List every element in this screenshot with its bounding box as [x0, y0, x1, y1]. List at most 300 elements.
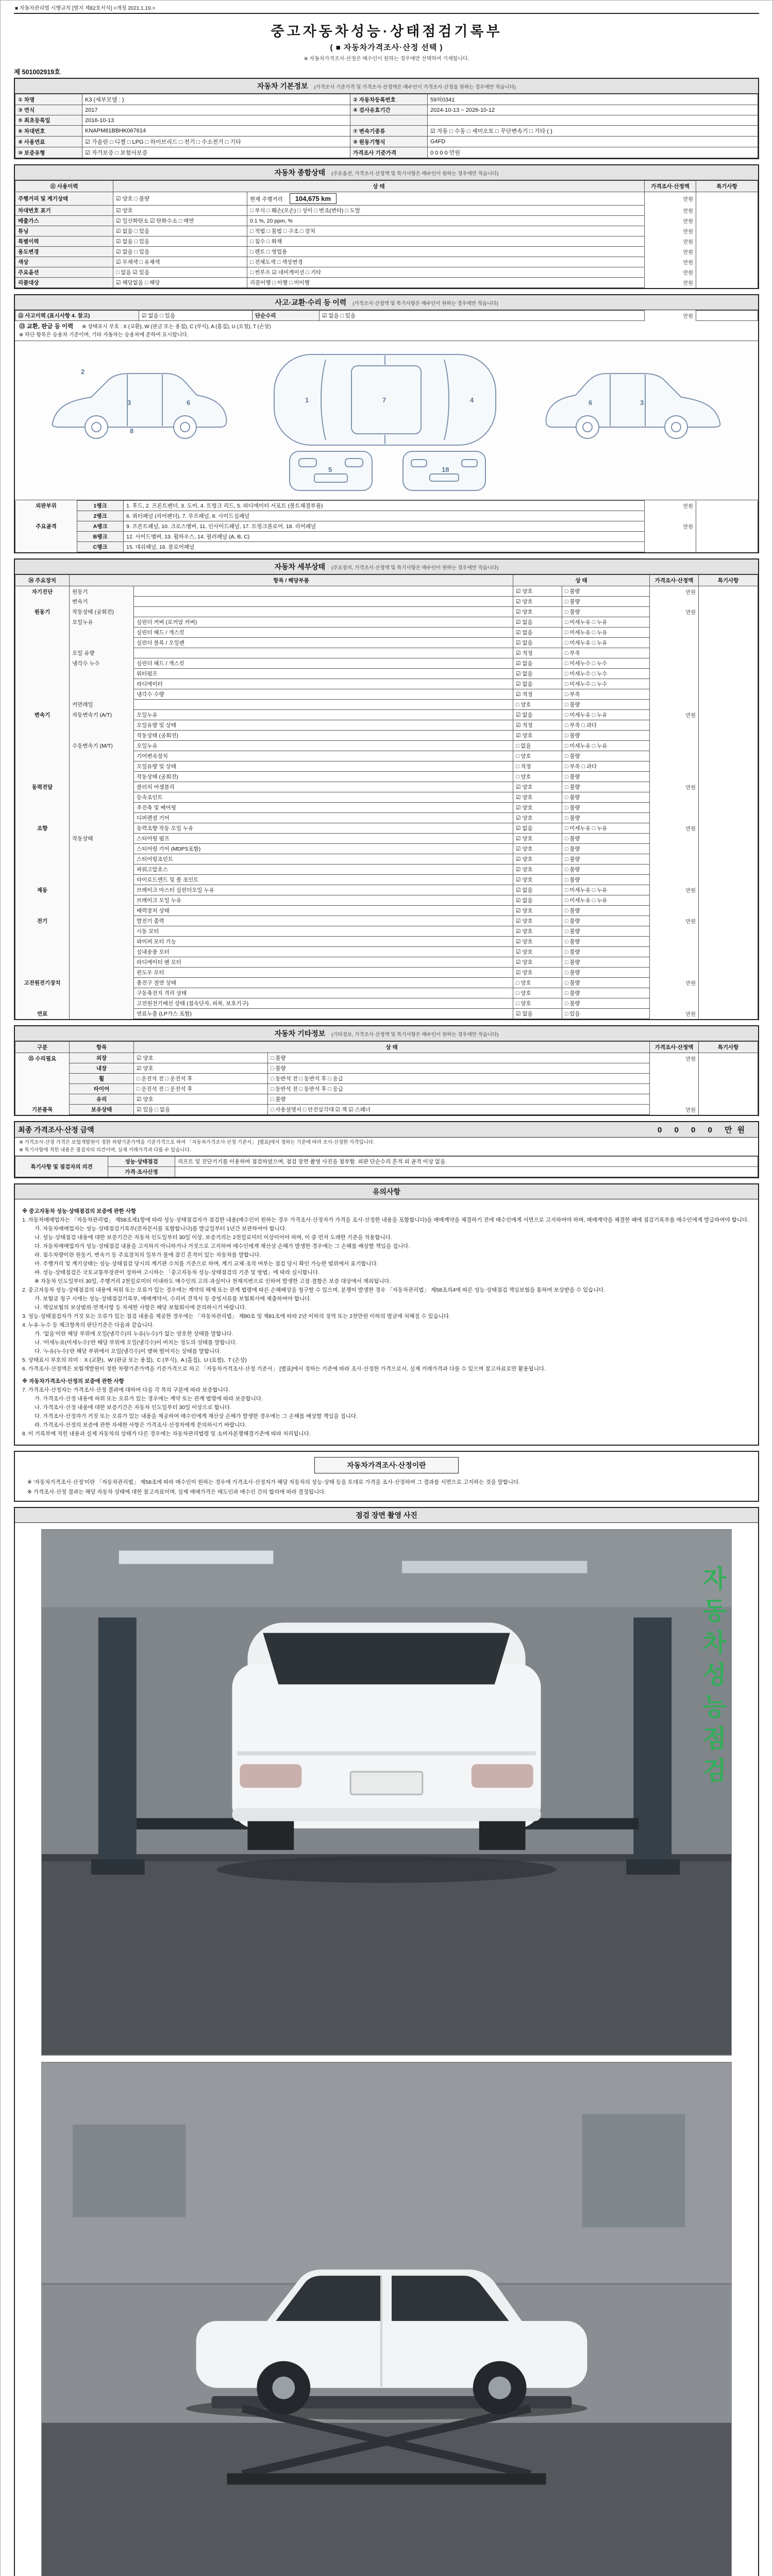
panel-rank: B랭크 [77, 532, 124, 542]
detail-state-row [15, 978, 758, 988]
checkbox-group[interactable]: ☑ 양호 [513, 844, 562, 854]
remarks-cell [699, 1074, 758, 1084]
checkbox-group[interactable]: □ 불량 [562, 751, 650, 761]
remarks-cell [696, 247, 758, 257]
remarks-cell [696, 226, 758, 236]
checkbox-group[interactable]: □ 부족 [562, 648, 650, 658]
final-price-amount: 0 0 0 0 만원 [657, 1126, 750, 1135]
remarks-cell [699, 1063, 758, 1074]
device-group [15, 628, 70, 638]
checkbox-group[interactable]: 0.1 %, 20 ppm, % [247, 216, 645, 226]
etc-category [15, 1094, 70, 1105]
price-cell [650, 957, 699, 968]
checkbox-group[interactable]: ☑ 양호 [513, 865, 562, 875]
checkbox-group[interactable]: □ 불량 [268, 1063, 650, 1074]
checkbox-group[interactable]: □ 양호 [513, 772, 562, 782]
device-subgroup: 작동상태 [70, 834, 134, 844]
device-item: 실린더 헤드 / 개스킷 [134, 628, 513, 638]
etc-info-row [15, 1074, 758, 1084]
detail-state-row [15, 761, 758, 772]
checkbox-group[interactable]: ☑ 없음 [513, 710, 562, 720]
field-label: ⑧ 사용연료 [15, 137, 82, 147]
detail-state-row [15, 720, 758, 731]
accident-top-table [15, 310, 758, 321]
checkbox-group[interactable]: □ 있음 [562, 1009, 650, 1019]
checkbox-group[interactable]: □ 미세누유 □ 누유 [562, 710, 650, 720]
checkbox-group[interactable]: □ 없음 ☑ 있음 [113, 267, 247, 278]
checkbox-group[interactable]: □ 미세누유 □ 누유 [562, 638, 650, 648]
remarks-cell [696, 206, 758, 216]
remarks-cell [699, 597, 758, 607]
device-group [15, 689, 70, 700]
checkbox-group[interactable]: ☑ 양호 [513, 834, 562, 844]
device-subgroup [70, 689, 134, 700]
price-cell [645, 532, 696, 542]
panel-parts: 6. 쿼터패널 (리어펜더), 7. 루프패널, 8. 사이드실패널 [124, 511, 645, 521]
section-basic-note: (가격조사 기준가격 및 가격조사·산정액은 매수인이 가격조사·산정을 원하는 경우에만 적습니다) [314, 84, 516, 90]
row-label: 주행거리 및 계기상태 [15, 192, 113, 206]
section-overall-band [15, 165, 758, 180]
col-state: 상 태 [513, 575, 650, 586]
checkbox-group[interactable]: ☑ 양호 [513, 586, 562, 597]
panel-rank: C랭크 [77, 542, 124, 552]
panel-rank: 1랭크 [77, 501, 124, 511]
checkbox-group[interactable]: ☑ 없음 [513, 617, 562, 628]
device-item: 오일누유 [134, 710, 513, 720]
section-accident-history [14, 294, 759, 553]
checkbox-group[interactable]: ☑ 양호 [513, 947, 562, 957]
detail-state-row [15, 679, 758, 689]
remarks-cell [696, 267, 758, 278]
basic-info-row [15, 94, 758, 105]
checkbox-group[interactable]: ☑ 없음 □ 있음 [113, 247, 247, 257]
checkbox-group[interactable]: □ 양호 [513, 998, 562, 1009]
notice-line: 다. 자동차매매업자가 성능·상태점검 내용을 고지하지 아니하거나 거짓으로 고지하여 매수인에게 재산상 손해가 발생한 경우에는 그 손해를 배상할 책임을 집니다. [35, 1243, 410, 1249]
field-label: ⑥ 차대번호 [15, 126, 82, 137]
checkbox-group[interactable]: □ 불량 [562, 586, 650, 597]
checkbox-group[interactable]: □ 불량 [562, 803, 650, 813]
checkbox-group[interactable]: □ 침수 □ 화재 [247, 236, 645, 247]
remarks-cell [699, 1105, 758, 1115]
checkbox-group[interactable]: ☑ 양호 [513, 957, 562, 968]
definition-title: 자동차가격조사·산정이란 [314, 1457, 459, 1473]
price-cell: 만원 [645, 267, 696, 278]
etc-item: 유리 [70, 1094, 134, 1105]
checkbox-group[interactable]: ☑ 없음 [513, 669, 562, 679]
price-cell: 만원 [650, 1105, 699, 1115]
price-cell [650, 947, 699, 957]
checkbox-group[interactable]: □ 사용설명서 □ 안전삼각대 ☑ 잭 ☑ 스패너 [268, 1105, 650, 1115]
checkbox-group[interactable]: □ 전체도색 □ 색상변경 [247, 257, 645, 267]
checkbox-group[interactable]: □ 불량 [562, 937, 650, 947]
panel-rank: A랭크 [77, 521, 124, 532]
checkbox-group[interactable]: □ 불량 [562, 834, 650, 844]
checkbox-group[interactable]: ☑ 없음 [513, 638, 562, 648]
checkbox-group[interactable]: □ 운전석 전 □ 운전석 후 [134, 1074, 268, 1084]
device-group [15, 803, 70, 813]
etc-info-row [15, 1084, 758, 1094]
checkbox-group[interactable]: ☑ 양호 [134, 1053, 268, 1063]
damage-legend-note: ※ 하단 항목은 승용차 기준이며, 기타 자동차는 승용차에 준하여 표시합니다. [19, 332, 189, 338]
field-label: ④ 검사유효기간 [350, 105, 428, 115]
checkbox-group[interactable]: □ 불량 [562, 865, 650, 875]
checkbox-group[interactable]: ☑ 양호 [513, 906, 562, 916]
device-item: 스티어링 기어 (MDPS포함) [134, 844, 513, 854]
device-item: 등속조인트 [134, 792, 513, 803]
final-note-2: ※ 특기사항에 적힌 내용은 점검자의 의견이며, 실제 거래가격과 다를 수 있습니다. [19, 1147, 191, 1153]
field-value: KNAPM81BBHK067614 [82, 126, 350, 137]
device-subgroup [70, 978, 134, 988]
checkbox-group[interactable]: ☑ 양호 [513, 926, 562, 937]
overall-state-table [15, 180, 758, 288]
checkbox-group[interactable]: □ 불량 [562, 916, 650, 926]
checkbox-group[interactable]: ☑ 양호 [513, 782, 562, 792]
device-item: 배력장치 상태 [134, 906, 513, 916]
remarks-cell [699, 720, 758, 731]
photos-band [15, 1508, 758, 1523]
checkbox-group[interactable]: □ 미세누유 □ 누유 [562, 617, 650, 628]
checkbox-group[interactable]: □ 양호 [513, 978, 562, 988]
remarks-cell [699, 854, 758, 865]
device-item [134, 597, 513, 607]
detail-state-row [15, 648, 758, 658]
notice-line: 다. 가격조사·산정자가 거짓 또는 오류가 있는 내용을 제공하여 매수인에게 재산상 손해가 발생한 경우에는 그 손해를 배상할 책임을 집니다. [35, 1413, 358, 1419]
svg-text:6: 6 [187, 399, 191, 407]
checkbox-group[interactable]: □ 양호 [513, 700, 562, 710]
col-item: 항목 [70, 1042, 134, 1053]
checkbox-group[interactable]: □ 불량 [562, 731, 650, 741]
checkbox-group[interactable]: 리콜이행 □ 이행 □ 미이행 [247, 278, 645, 288]
device-item: 실린더 헤드 / 개스킷 [134, 658, 513, 669]
checkbox-group[interactable]: □ 불량 [562, 968, 650, 978]
col-price: 가격조사·산정액 [650, 575, 699, 586]
overall-state-row [15, 267, 758, 278]
price-cell: 만원 [650, 607, 699, 617]
checkbox-group[interactable]: □ 불량 [562, 998, 650, 1009]
checkbox-group[interactable]: □ 불량 [268, 1053, 650, 1063]
detail-state-row [15, 926, 758, 937]
remarks-cell [699, 937, 758, 947]
checkbox-group[interactable]: ☑ 양호 [134, 1094, 268, 1105]
price-cell [650, 731, 699, 741]
checkbox-group[interactable]: □ 부족 [562, 689, 650, 700]
field-value [428, 115, 758, 126]
device-subgroup [70, 751, 134, 761]
svg-text:6: 6 [589, 399, 593, 407]
inspection-photo-2 [41, 2062, 732, 2576]
remarks-cell [699, 792, 758, 803]
notice-line: 가. 자동차매매업자는 성능·상태점검기록부(전자문서를 포함합니다)를 발급일부터 1년간 보관하여야 합니다. [35, 1225, 287, 1232]
device-group [15, 638, 70, 648]
field-label: ③ 연식 [15, 105, 82, 115]
remarks-cell [699, 1084, 758, 1094]
checkbox-group[interactable]: □ 불량 [562, 978, 650, 988]
checkbox-group[interactable]: □ 불량 [562, 782, 650, 792]
remarks-cell [696, 511, 758, 521]
checkbox-group[interactable]: ☑ 양호 [513, 813, 562, 823]
checkbox-group[interactable]: □ 미세누유 □ 누유 [562, 628, 650, 638]
field-value: 0 0 0 0 만원 [428, 147, 758, 158]
device-subgroup: 커먼레일 [70, 700, 134, 710]
checkbox-group[interactable]: □ 동반석 전 □ 동반석 후 □ 응급 [268, 1084, 650, 1094]
remarks-cell [699, 772, 758, 782]
remarks-cell [699, 689, 758, 700]
remarks-cell [699, 741, 758, 751]
checkbox-group[interactable]: □ 불량 [562, 926, 650, 937]
checkbox-group[interactable]: ☑ 있음 □ 없음 [134, 1105, 268, 1115]
panel-rank-row [15, 501, 758, 511]
checkbox-group[interactable]: ☑ 없음 □ 있음 [320, 311, 645, 321]
device-item: 실내송풍 모터 [134, 947, 513, 957]
field-value: 2024-10-13 ~ 2026-10-12 [428, 105, 758, 115]
checkbox-group[interactable]: □ 동반석 전 □ 동반석 후 □ 응급 [268, 1074, 650, 1084]
checkbox-group[interactable]: ☑ 없음 [513, 628, 562, 638]
checkbox-group[interactable]: ☑ 없음 [513, 885, 562, 895]
checkbox-group[interactable]: □ 불량 [562, 947, 650, 957]
price-cell [650, 854, 699, 865]
accident-history-label: ⑫ 사고이력 (표시사항 4. 참고) [15, 311, 139, 321]
notice-line: ※ 중고자동차 성능·상태점검의 보증에 관한 사항 [22, 1208, 137, 1214]
damage-legend [15, 321, 758, 341]
checkbox-group[interactable]: ☑ 양호 [513, 937, 562, 947]
price-cell [650, 844, 699, 854]
checkbox-group[interactable]: □ 불량 [562, 906, 650, 916]
checkbox-group[interactable]: □ 불량 [562, 875, 650, 885]
device-item [134, 648, 513, 658]
overall-state-row [15, 247, 758, 257]
final-price-label: 최종 가격조사·산정 금액 [18, 1125, 94, 1134]
remarks-cell [696, 532, 758, 542]
notice-line: 3. 성능·상태점검자가 거짓 또는 오류가 있는 점검 내용을 제공한 경우에는 「자동차관리법」 제80조 및 제81조에 따라 2년 이하의 징역 또는 2천만원 이하의 벌금에 처해질 수 있습니다. [22, 1313, 450, 1319]
remarks-cell [696, 257, 758, 267]
panel-rank-row [15, 532, 758, 542]
device-subgroup: 수동변속기 (M/T) [70, 741, 134, 751]
checkbox-group[interactable]: □ 미세누수 □ 누수 [562, 658, 650, 669]
device-item: 냉각수 수량 [134, 689, 513, 700]
section-detail-note: (주요장치, 가격조사·산정액 및 특기사항은 매수인이 원하는 경우에만 적습니다) [331, 565, 499, 571]
checkbox-group[interactable]: ☑ 없음 □ 있음 [113, 236, 247, 247]
panel-rank-row [15, 521, 758, 532]
price-cell [650, 906, 699, 916]
checkbox-group[interactable]: ☑ 양호 □ 불량 [113, 192, 247, 206]
device-group [15, 813, 70, 823]
checkbox-group[interactable]: □ 불량 [562, 700, 650, 710]
field-label: ⑦ 변속기종류 [350, 126, 428, 137]
checkbox-group[interactable]: ☑ 양호 [513, 792, 562, 803]
checkbox-group[interactable]: □ 적법 □ 불법 □ 구조 □ 장치 [247, 226, 645, 236]
checkbox-group[interactable]: ☑ 무채색 □ 유채색 [113, 257, 247, 267]
checkbox-group[interactable]: □ 미세누유 □ 누유 [562, 895, 650, 906]
price-cell [650, 803, 699, 813]
remarks-cell [699, 926, 758, 937]
checkbox-group[interactable]: □ 미세누유 □ 누유 [562, 741, 650, 751]
checkbox-group[interactable]: ☑ 양호 [513, 597, 562, 607]
device-item: 오일유량 및 상태 [134, 761, 513, 772]
checkbox-group[interactable]: □ 불량 [562, 597, 650, 607]
panel-category [15, 532, 77, 542]
col-remarks: 특기사항 [699, 1042, 758, 1053]
section-detail-title: 자동차 세부상태 [274, 563, 326, 571]
device-group [15, 617, 70, 628]
checkbox-group[interactable]: ☑ 없음 [513, 679, 562, 689]
checkbox-group[interactable]: □ 불량 [268, 1094, 650, 1105]
checkbox-group[interactable]: ☑ 양호 [513, 854, 562, 865]
checkbox-group[interactable]: □ 불량 [562, 792, 650, 803]
overall-state-row [15, 226, 758, 236]
device-item: 작동상태 (공회전) [134, 772, 513, 782]
remarks-cell [699, 638, 758, 648]
detail-state-row [15, 916, 758, 926]
checkbox-group[interactable]: ☑ 양호 [513, 803, 562, 813]
checkbox-group[interactable]: ☑ 양호 [134, 1063, 268, 1074]
checkbox-group[interactable]: □ 불량 [562, 772, 650, 782]
checkbox-group[interactable]: ☑ 양호 [513, 607, 562, 617]
final-price-notes [15, 1138, 758, 1156]
price-cell [650, 926, 699, 937]
checkbox-group[interactable]: □ 불량 [562, 607, 650, 617]
device-subgroup: 냉각수 누수 [70, 658, 134, 669]
checkbox-group[interactable]: □ 불량 [562, 957, 650, 968]
remarks-cell [699, 658, 758, 669]
checkbox-group[interactable]: □ 불량 [562, 813, 650, 823]
etc-info-table [15, 1041, 758, 1115]
checkbox-group[interactable]: ☑ 없음 [513, 1009, 562, 1019]
device-subgroup [70, 844, 134, 854]
device-subgroup [70, 998, 134, 1009]
checkbox-group[interactable]: ☑ 양호 [513, 968, 562, 978]
detail-header-row [15, 575, 758, 586]
overall-state-row [15, 236, 758, 247]
law-note: ■ 자동차관리법 시행규칙 [별지 제82호서식] <개정 2021.1.19.> [14, 3, 759, 14]
detail-state-row [15, 844, 758, 854]
device-item [134, 607, 513, 617]
detail-state-row [15, 741, 758, 751]
checkbox-group[interactable]: □ 미세누유 □ 누유 [562, 823, 650, 834]
checkbox-group[interactable]: ☑ 적정 [513, 720, 562, 731]
price-cell [645, 542, 696, 552]
checkbox-group[interactable]: ☑ 없음 □ 있음 [113, 226, 247, 236]
detail-state-row [15, 617, 758, 628]
checkbox-group[interactable]: □ 불량 [562, 854, 650, 865]
inspection-photo-1 [41, 1529, 732, 2056]
device-item: 윈도우 모터 [134, 968, 513, 978]
device-item: 브레이크 오일 누유 [134, 895, 513, 906]
remarks-cell [699, 607, 758, 617]
checkbox-group[interactable]: ☑ 없음 [513, 823, 562, 834]
field-value: 2016-10-13 [82, 115, 350, 126]
device-item: 라디에이터 팬 모터 [134, 957, 513, 968]
detail-state-row [15, 803, 758, 813]
checkbox-group[interactable]: □ 썬루프 ☑ 네비게이션 □ 기타 [247, 267, 645, 278]
detail-state-row [15, 823, 758, 834]
checkbox-group[interactable]: ☑ 양호 [513, 731, 562, 741]
checkbox-group[interactable]: □ 렌트 □ 영업용 [247, 247, 645, 257]
price-cell [650, 720, 699, 731]
notice-line: 나. 가격조사·산정 내용에 대한 보증기간은 자동차 인도일부터 30일 이상으로 합니다. [35, 1404, 231, 1411]
price-cell: 만원 [650, 586, 699, 597]
device-item: 브레이크 마스터 실린더오일 누유 [134, 885, 513, 895]
device-group [15, 906, 70, 916]
notice-line: 라. 가격조사·산정의 보증에 관한 자세한 사항은 가격조사·산정자에게 문의하시기 바랍니다. [35, 1421, 247, 1428]
field-label: ⑩ 보증유형 [15, 147, 82, 158]
checkbox-group[interactable]: ☑ 양호 [513, 875, 562, 885]
device-item: 발전기 출력 [134, 916, 513, 926]
checkbox-group[interactable]: □ 불량 [562, 988, 650, 998]
panel-rank-row [15, 511, 758, 521]
checkbox-group[interactable]: □ 불량 [562, 844, 650, 854]
checkbox-group[interactable]: ☑ 양호 [113, 206, 247, 216]
field-value: G4FD [428, 137, 758, 147]
detail-state-row [15, 834, 758, 844]
checkbox-group[interactable]: ☑ 없음 □ 있음 [139, 311, 253, 321]
device-group: 동력전달 [15, 782, 70, 792]
device-subgroup [70, 628, 134, 638]
detail-state-row [15, 1009, 758, 1019]
etc-info-row [15, 1094, 758, 1105]
checkbox-group[interactable]: □ 부족 □ 과다 [562, 720, 650, 731]
device-item: 고전원전기배선 상태 (접속단자, 피복, 보호기구) [134, 998, 513, 1009]
checkbox-group[interactable]: □ 미세누수 □ 누수 [562, 669, 650, 679]
checkbox-group[interactable]: ☑ 없음 [513, 658, 562, 669]
col-remarks: 특기사항 [699, 575, 758, 586]
remarks-cell [699, 978, 758, 988]
checkbox-group[interactable]: □ 양호 [513, 751, 562, 761]
checkbox-group[interactable]: □ 운전석 전 □ 운전석 후 [134, 1084, 268, 1094]
price-cell: 만원 [650, 782, 699, 792]
device-group [15, 772, 70, 782]
device-item: 구동축전지 격리 상태 [134, 988, 513, 998]
checkbox-group[interactable]: □ 양호 [513, 988, 562, 998]
col-usage-history: ⑪ 사용이력 [15, 181, 113, 192]
remarks-cell [699, 710, 758, 720]
inspector-opinion-table [15, 1156, 758, 1177]
price-cell [650, 648, 699, 658]
remarks-cell [699, 957, 758, 968]
checkbox-group[interactable]: □ 부족 □ 과다 [562, 761, 650, 772]
checkbox-group[interactable]: □ 부식 □ 훼손(오손) □ 상이 □ 변조(변타) □ 도말 [247, 206, 645, 216]
mileage-cell [247, 192, 645, 206]
checkbox-group[interactable]: ☑ 일산화탄소 ☑ 탄화수소 □ 매연 [113, 216, 247, 226]
checkbox-group[interactable]: ☑ 양호 [513, 916, 562, 926]
detail-state-row [15, 782, 758, 792]
remarks-cell [696, 236, 758, 247]
price-cell [650, 628, 699, 638]
opinion-text [175, 1166, 758, 1177]
checkbox-group[interactable]: ☑ 해당없음 □ 해당 [113, 278, 247, 288]
checkbox-group[interactable]: □ 미세누유 □ 누유 [562, 885, 650, 895]
notice-line: 7. 가격조사·산정자는 가격조사·산정 결과에 대하여 다음 각 목의 구분에 따라 보증합니다. [22, 1386, 230, 1393]
device-group [15, 834, 70, 844]
checkbox-group[interactable]: ☑ 적정 [513, 648, 562, 658]
checkbox-group[interactable]: □ 미세누수 □ 누수 [562, 679, 650, 689]
device-item: 파워고압호스 [134, 865, 513, 875]
remarks-cell [699, 988, 758, 998]
checkbox-group[interactable]: ☑ 없음 [513, 895, 562, 906]
checkbox-group[interactable]: ☑ 적정 [513, 689, 562, 700]
notice-line: 6. 가격조사·산정액은 보험개발원이 정한 차량기준가액을 기준가격으로 하고 「자동차가격조사·산정 기준서」 [별표]에서 정하는 기준에 따라 조사·산정한 가격으로서, 실제 거래가격과 다를 수 있으며 참고자료로만 활용됩니다. [22, 1365, 546, 1372]
device-group [15, 761, 70, 772]
device-group [15, 988, 70, 998]
price-cell: 만원 [645, 192, 696, 206]
price-cell: 만원 [645, 236, 696, 247]
notice-line: 1. 자동차매매업자는 「자동차관리법」 제58조제1항에 따라 성능·상태점검자가 점검한 내용(매수인이 원하는 경우 가격조사·산정자가 가격을 조사·산정한 내용을 포함합니다)을 매매계약을 체결하기 전에 매수인에게 서면으로 고지하여야 하며, 매매계약을 체결한 때에 점검기록부를 매수인에게 발급하여야 합니다. [22, 1216, 749, 1223]
overall-state-row [15, 206, 758, 216]
checkbox-group[interactable]: □ 적정 [513, 761, 562, 772]
simple-repair-label: 단순수리 [253, 311, 320, 321]
notice-line: 나. ‘미세누유(미세누수)’란 해당 부위에 오일(냉각수)이 비치는 정도의 상태를 말합니다. [35, 1339, 237, 1346]
panel-category [15, 542, 77, 552]
checkbox-group[interactable]: □ 없음 [513, 741, 562, 751]
